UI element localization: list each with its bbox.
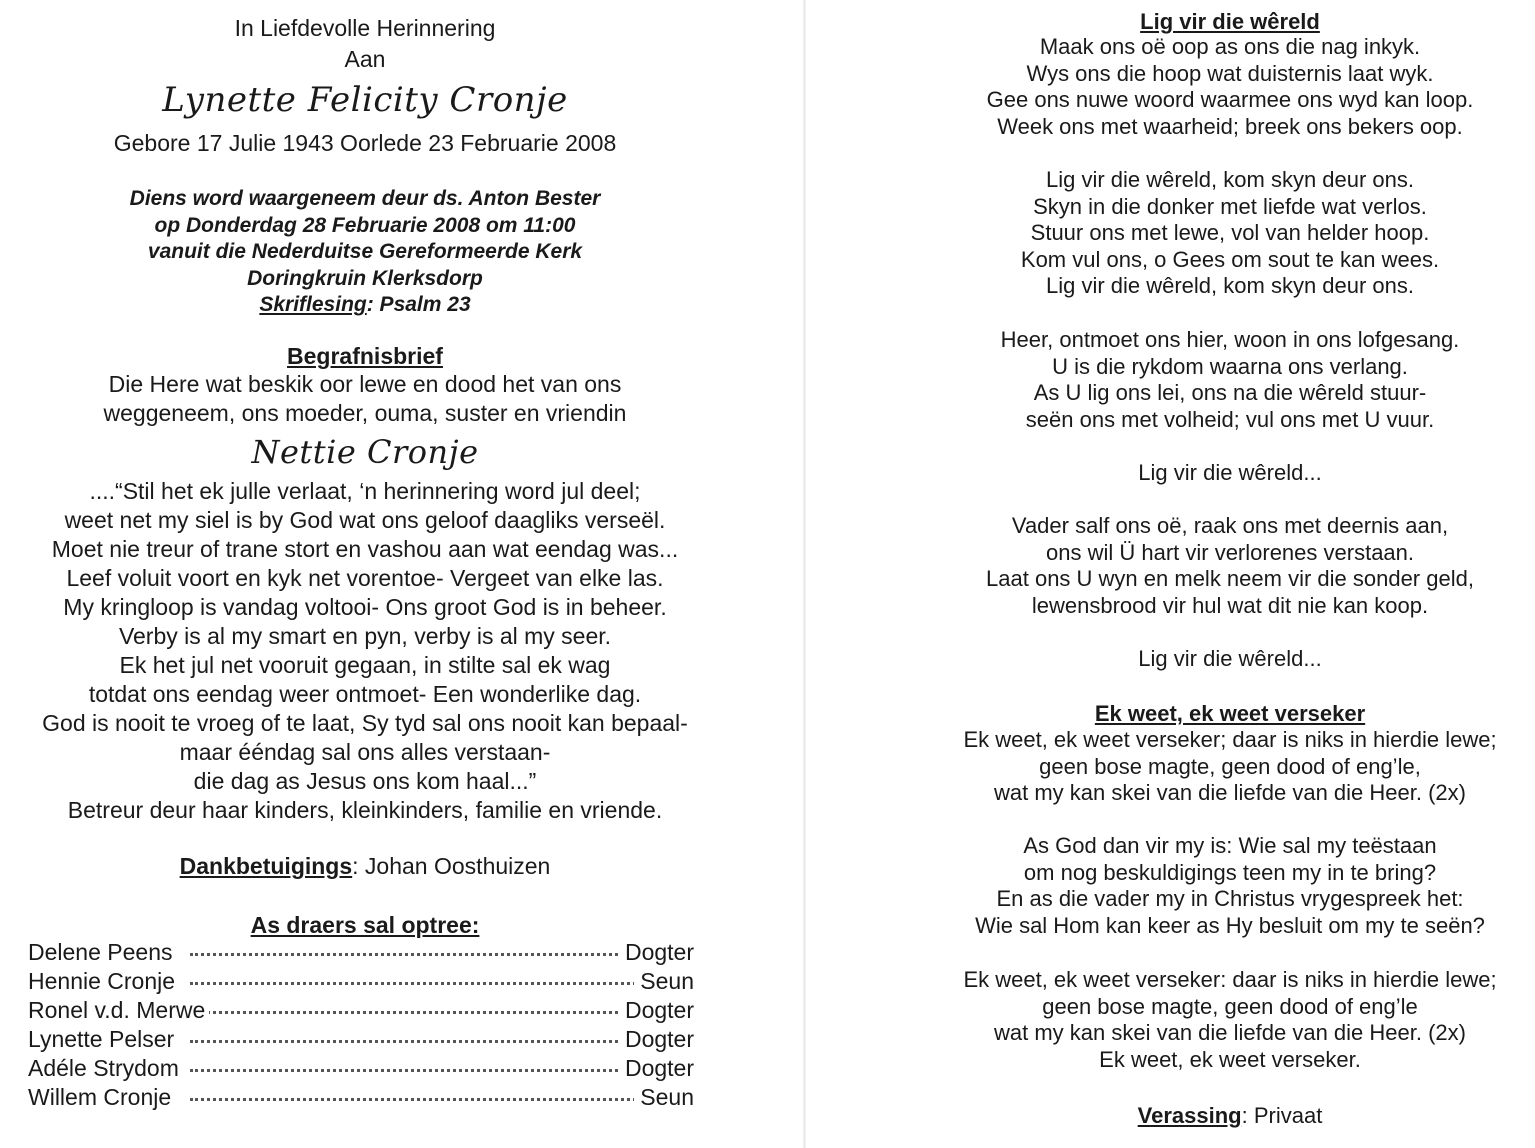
song1-heading: Lig vir die wêreld (1140, 9, 1320, 34)
poem-line: totdat ons eendag weer ontmoet- Een wonderlike dag. (88, 681, 642, 707)
pallbearer-row (0, 939, 730, 968)
song-line: geen bose magte, geen dood of eng’le (1042, 993, 1418, 1019)
song-line: Wie sal Hom kan keer as Hy besluit om my te seën? (975, 912, 1485, 938)
poem-line: Verby is al my smart en pyn, verby is al my seer. (118, 623, 612, 649)
acknowledgements (0, 852, 730, 881)
birth-death-dates: Gebore 17 Julie 1943 Oorlede 23 Februarie 2008 (113, 130, 617, 156)
song1-refrain: Lig vir die wêreld... (1138, 646, 1322, 671)
page-fold (803, 0, 806, 1148)
song2-heading: Ek weet, ek weet verseker (1094, 701, 1366, 726)
pallbearer-name: Hennie Cronje (28, 968, 179, 994)
song2-stanza (930, 727, 1530, 807)
service-line: op Donderdag 28 Februarie 2008 om 11:00 (154, 213, 576, 237)
pallbearers-heading: As draers sal optree: (250, 912, 480, 938)
song-line: Ek weet, ek weet verseker. (1099, 1046, 1361, 1072)
poem-line: Leef voluit voort en kyk net vorentoe- Vergeet van elke las. (66, 565, 664, 591)
scripture-label: Skriflesing (259, 293, 367, 316)
acknowledgements-value: : Johan Oosthuizen (352, 853, 551, 879)
scripture-value: : Psalm 23 (366, 293, 471, 316)
song2-stanza (930, 833, 1530, 939)
song-line: Ek weet, ek weet verseker; daar is niks in hierdie lewe; (963, 727, 1497, 752)
poem-line: die dag as Jesus ons kom haal...” (193, 768, 537, 794)
song-line: Vader salf ons oë, raak ons met deernis aan, (1011, 513, 1449, 538)
service-line: vanuit die Nederduitse Gereformeerde Kerk (147, 240, 583, 263)
poem-line: weet net my siel is by God wat ons geloof daagliks verseël. (64, 507, 666, 533)
song-line: wat my kan skei van die liefde van die Heer. (2x) (993, 1020, 1466, 1046)
poem-line: God is nooit te vroeg of te laat, Sy tyd sal ons nooit kan bepaal- (42, 710, 688, 736)
pallbearer-name: Adéle Strydom (28, 1055, 183, 1081)
service-details (0, 186, 730, 319)
letter-heading: Begrafnisbrief (287, 343, 443, 369)
pallbearer-name: Lynette Pelser (28, 1026, 178, 1052)
pallbearer-row (0, 968, 730, 997)
intro-line: weggeneem, ons moeder, ouma, suster en vriendin (103, 400, 627, 426)
poem-line: ....“Stil het ek julle verlaat, ‘n herinnering word jul deel; (89, 478, 641, 504)
intro-line: Die Here wat beskik oor lewe en dood het van ons (108, 371, 622, 397)
acknowledgements-label: Dankbetuigings (179, 853, 353, 879)
song-line: As God dan vir my is: Wie sal my teëstaan (1023, 833, 1437, 858)
service-line: Doringkruin Klerksdorp (247, 266, 483, 290)
mourners-line: Betreur deur haar kinders, kleinkinders, familie en vriende. (67, 797, 663, 823)
service-line: Diens word waargeneem deur ds. Anton Bester (129, 187, 601, 210)
song-line: Gee ons nuwe woord waarmee ons wyd kan loop. (986, 87, 1474, 113)
memorial-line-2: Aan (344, 46, 386, 72)
right-page (930, 0, 1530, 1148)
memorial-line-1: In Liefdevolle Herinnering (234, 15, 496, 41)
song1-stanza (930, 513, 1530, 619)
song-line: om nog beskuldigings teen my in te bring? (1023, 859, 1437, 885)
song-line: ons wil Ü hart vir verlorenes verstaan. (1045, 539, 1415, 565)
song-line: Kom vul ons, o Gees om sout te kan wees. (1020, 246, 1440, 272)
cremation-label: Verassing (1137, 1103, 1242, 1128)
pallbearers-list (0, 939, 730, 1113)
song1-stanza (930, 167, 1530, 300)
scripture-reading (0, 292, 730, 319)
song-line: Lig vir die wêreld, kom skyn deur ons. (1045, 167, 1415, 192)
song-line: Heer, ontmoet ons hier, woon in ons lofgesang. (1000, 327, 1460, 352)
song-line: Lig vir die wêreld, kom skyn deur ons. (1045, 273, 1415, 299)
pallbearer-role: Dogter (619, 939, 694, 966)
song2-stanza (930, 967, 1530, 1073)
song-line: As U lig ons lei, ons na die wêreld stuur- (1033, 380, 1427, 406)
song-line: Laat ons U wyn en melk neem vir die sonder geld, (986, 566, 1474, 592)
poem-line: Ek het jul net vooruit gegaan, in stilte sal ek wag (119, 652, 611, 678)
song-line: lewensbrood vir hul wat dit nie kan koop. (1031, 592, 1429, 618)
pallbearer-row (0, 1084, 730, 1113)
song-line: seën ons met volheid; vul ons met U vuur. (1025, 406, 1435, 432)
left-page (0, 0, 730, 1148)
poem (0, 477, 730, 825)
song-line: Skyn in die donker met liefde wat verlos. (1033, 193, 1427, 219)
pallbearer-name: Willem Cronje (28, 1084, 175, 1110)
pallbearer-role: Dogter (619, 1026, 694, 1053)
pallbearer-role: Dogter (619, 997, 694, 1024)
song-line: En as die vader my in Christus vrygespreek het: (996, 886, 1464, 912)
pallbearer-row (0, 997, 730, 1026)
song-line: geen bose magte, geen dood of eng’le, (1039, 753, 1421, 779)
pallbearer-name: Ronel v.d. Merwe (28, 997, 209, 1023)
poem-line: My kringloop is vandag voltooi- Ons groot God is in beheer. (63, 594, 667, 620)
pallbearer-row (0, 1055, 730, 1084)
pallbearer-row (0, 1026, 730, 1055)
pallbearer-role: Seun (634, 1084, 694, 1111)
song-line: wat my kan skei van die liefde van die Heer. (2x) (993, 780, 1466, 806)
cremation-note (930, 1101, 1530, 1130)
poem-line: Moet nie treur of trane stort en vashou aan wat eendag was... (51, 536, 679, 562)
letter-intro (0, 370, 730, 428)
song-line: Wys ons die hoop wat duisternis laat wyk. (1026, 60, 1434, 86)
song-line: Ek weet, ek weet verseker: daar is niks in hierdie lewe; (963, 967, 1497, 992)
song-line: Week ons met waarheid; breek ons bekers oop. (997, 113, 1463, 139)
cremation-value: : Privaat (1241, 1103, 1323, 1128)
song1-stanza (930, 34, 1530, 140)
song-line: Maak ons oë oop as ons die nag inkyk. (1039, 34, 1421, 59)
song-line: Stuur ons met lewe, vol van helder hoop. (1030, 220, 1430, 246)
song1-refrain: Lig vir die wêreld... (1138, 460, 1322, 485)
song1-stanza (930, 327, 1530, 433)
song-line: U is die rykdom waarna ons verlang. (1052, 353, 1408, 379)
pallbearer-role: Dogter (619, 1055, 694, 1082)
deceased-name: Lynette Felicity Cronje (162, 80, 568, 120)
pallbearer-name: Delene Peens (28, 939, 177, 965)
poem-line: maar ééndag sal ons alles verstaan- (179, 739, 551, 765)
pallbearer-role: Seun (634, 968, 694, 995)
mother-name: Nettie Cronje (251, 433, 479, 471)
